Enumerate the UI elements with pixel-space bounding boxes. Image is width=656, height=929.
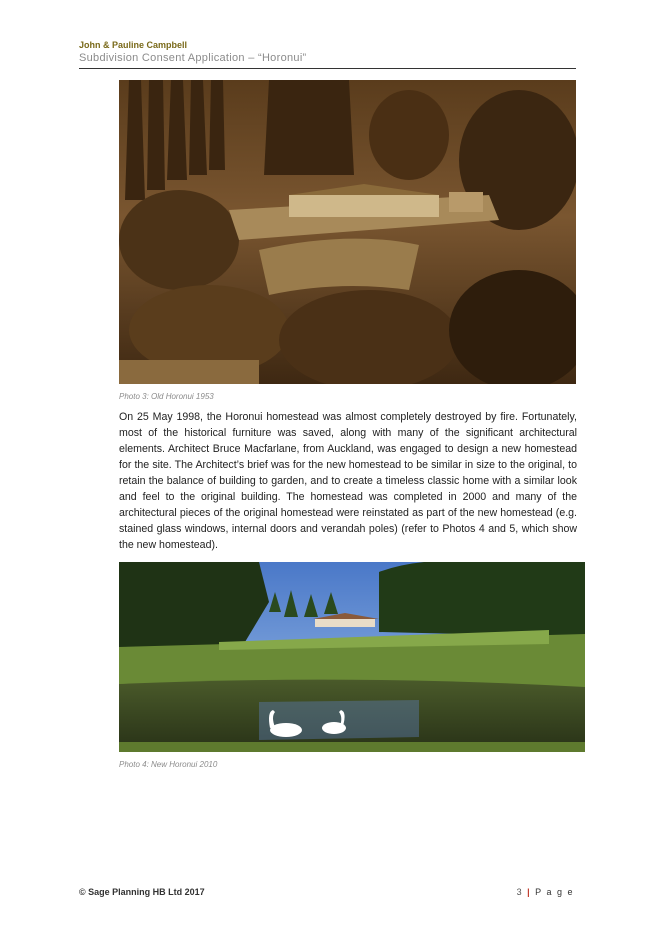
header-author: John & Pauline Campbell	[79, 40, 188, 50]
page-header	[79, 40, 576, 65]
photo4-caption: Photo 4: New Horonui 2010	[119, 760, 218, 769]
footer-copyright: © Sage Planning HB Ltd 2017	[79, 887, 205, 897]
photo3-caption: Photo 3: Old Horonui 1953	[119, 392, 214, 401]
header-rule	[79, 68, 576, 69]
footer-page-number	[517, 887, 574, 897]
page-label: P a g e	[535, 887, 574, 897]
photo-old-horonui	[119, 80, 576, 384]
header-subtitle: Subdivision Consent Application – “Horonui”	[79, 52, 307, 64]
body-paragraph: On 25 May 1998, the Horonui homestead was almost completely destroyed by fire. Fortunately, most of the historical furniture was saved, along with many of the significant architectural elements. Architect Bruce Macfarlane, from Auckland, was engaged to design a new homestead for the site. The Architect’s brief was for the new homestead to be similar in size to the original, to retain the balance of building to garden, and to create a timeless classic home with a similar look and feel to the original building. The homestead was completed in 2000 and many of the architectural pieces of the original homestead were reinstated as part of the new homestead (e.g. stained glass windows, internal doors and verandah poles) (refer to Photos 4 and 5, which show the new homestead).	[119, 411, 577, 551]
page-separator: |	[527, 887, 532, 897]
photo-new-horonui	[119, 562, 585, 752]
page-number: 3	[516, 887, 524, 897]
